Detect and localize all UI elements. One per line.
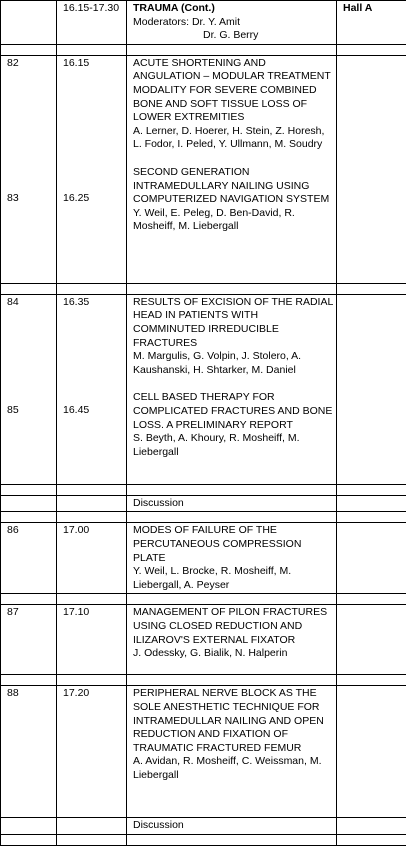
talk-number: 87 xyxy=(1,605,57,675)
talk-authors: A. Avidan, R. Mosheiff, C. Weissman, M. Liebergall xyxy=(133,755,322,781)
discussion-label: Discussion xyxy=(127,495,337,512)
spacer-row xyxy=(1,512,406,523)
spacer-row xyxy=(1,484,406,495)
session-time: 16.15-17.30 xyxy=(57,1,127,45)
talk-time: 17.00 xyxy=(57,523,127,594)
talk-time-cell xyxy=(57,55,127,283)
talk-hall-cell xyxy=(337,605,406,675)
talk-hall-cell xyxy=(337,294,406,484)
talk-row xyxy=(1,55,406,283)
talk-hall-cell xyxy=(337,55,406,283)
talk-time: 16.35 xyxy=(63,295,90,308)
talk-title: RESULTS OF EXCISION OF THE RADIAL HEAD IN PATIENTS WITH COMMINUTED IRREDUCIBLE FRACTURES xyxy=(133,295,333,349)
talk-number: 85 xyxy=(7,404,19,417)
talk-title: PERIPHERAL NERVE BLOCK AS THE SOLE ANESTHETIC TECHNIQUE FOR INTRAMEDULLAR NAILING AND OPEN REDUCTION AND FIXATION OF TRAUMATIC FRACTURED FEMUR xyxy=(133,687,324,754)
talk-row xyxy=(1,686,406,818)
talk-title: MODES OF FAILURE OF THE PERCUTANEOUS COMPRESSION PLATE xyxy=(133,524,302,564)
talk-time: 16.45 xyxy=(63,404,90,417)
talk-time: 16.25 xyxy=(63,192,90,205)
talk-detail-cell xyxy=(127,605,337,675)
session-hall: Hall A xyxy=(337,1,406,45)
discussion-row xyxy=(1,818,406,835)
talk-number: 84 xyxy=(7,295,19,308)
talk-time: 17.10 xyxy=(57,605,127,675)
talk-authors: S. Beyth, A. Khoury, R. Mosheiff, M. Liebergall xyxy=(133,432,300,458)
moderator-name: Dr. G. Berry xyxy=(203,29,259,42)
spacer-row xyxy=(1,675,406,686)
talk-number-cell xyxy=(1,294,57,484)
spacer-row xyxy=(1,44,406,55)
talk-title: SECOND GENERATION INTRAMEDULLARY NAILING USING COMPUTERIZED NAVIGATION SYSTEM xyxy=(133,165,330,206)
talk-authors: M. Margulis, G. Volpin, J. Stolero, A. Kaushanski, H. Shtarker, M. Daniel xyxy=(133,350,302,376)
talk-number: 83 xyxy=(7,192,19,205)
talk-number-cell xyxy=(1,55,57,283)
talk-authors: Y. Weil, E. Peleg, D. Ben-David, R. Mosheiff, M. Liebergall xyxy=(133,206,295,233)
spacer-row xyxy=(1,283,406,294)
talk-time: 16.15 xyxy=(63,56,90,69)
talk-authors: J. Odessky, G. Bialik, N. Halperin xyxy=(133,647,288,660)
talk-title: MANAGEMENT OF PILON FRACTURES USING CLOSED REDUCTION AND ILIZAROV'S EXTERNAL FIXATOR xyxy=(133,606,328,646)
talk-detail-cell xyxy=(127,686,337,818)
talk-detail-cell xyxy=(127,55,337,283)
talk-authors: Y. Weil, L. Brocke, R. Mosheiff, M. Liebergall, A. Peyser xyxy=(133,565,292,591)
talk-row xyxy=(1,294,406,484)
talk-authors: A. Lerner, D. Hoerer, H. Stein, Z. Horesh, L. Fodor, I. Peled, Y. Ullmann, M. Soudry xyxy=(133,124,325,151)
session-info-cell xyxy=(127,1,337,45)
talk-time-cell xyxy=(57,294,127,484)
session-header-row xyxy=(1,1,406,45)
moderators-label: Moderators: xyxy=(133,15,190,28)
talk-hall-cell xyxy=(337,523,406,594)
session-number-cell xyxy=(1,1,57,45)
spacer-row xyxy=(1,594,406,605)
talk-number: 88 xyxy=(1,686,57,818)
talk-number: 82 xyxy=(7,56,19,69)
discussion-row xyxy=(1,495,406,512)
discussion-label: Discussion xyxy=(127,818,337,835)
talk-title: CELL BASED THERAPY FOR COMPLICATED FRACTURES AND BONE LOSS. A PRELIMINARY REPORT xyxy=(133,391,333,431)
talk-hall-cell xyxy=(337,686,406,818)
moderator-name: Dr. Y. Amit xyxy=(191,15,241,28)
talk-detail-cell xyxy=(127,294,337,484)
spacer-row xyxy=(1,834,406,845)
talk-detail-cell xyxy=(127,523,337,594)
talk-number: 86 xyxy=(1,523,57,594)
talk-time: 17.20 xyxy=(57,686,127,818)
talk-row xyxy=(1,523,406,594)
talk-title: ACUTE SHORTENING AND ANGULATION – MODULAR TREATMENT MODALITY FOR SEVERE COMBINED BONE AND SOFT TISSUE LOSS OF LOWER EXTREMITIES xyxy=(133,56,331,124)
session-title: TRAUMA (Cont.) xyxy=(133,2,215,14)
talk-row xyxy=(1,605,406,675)
